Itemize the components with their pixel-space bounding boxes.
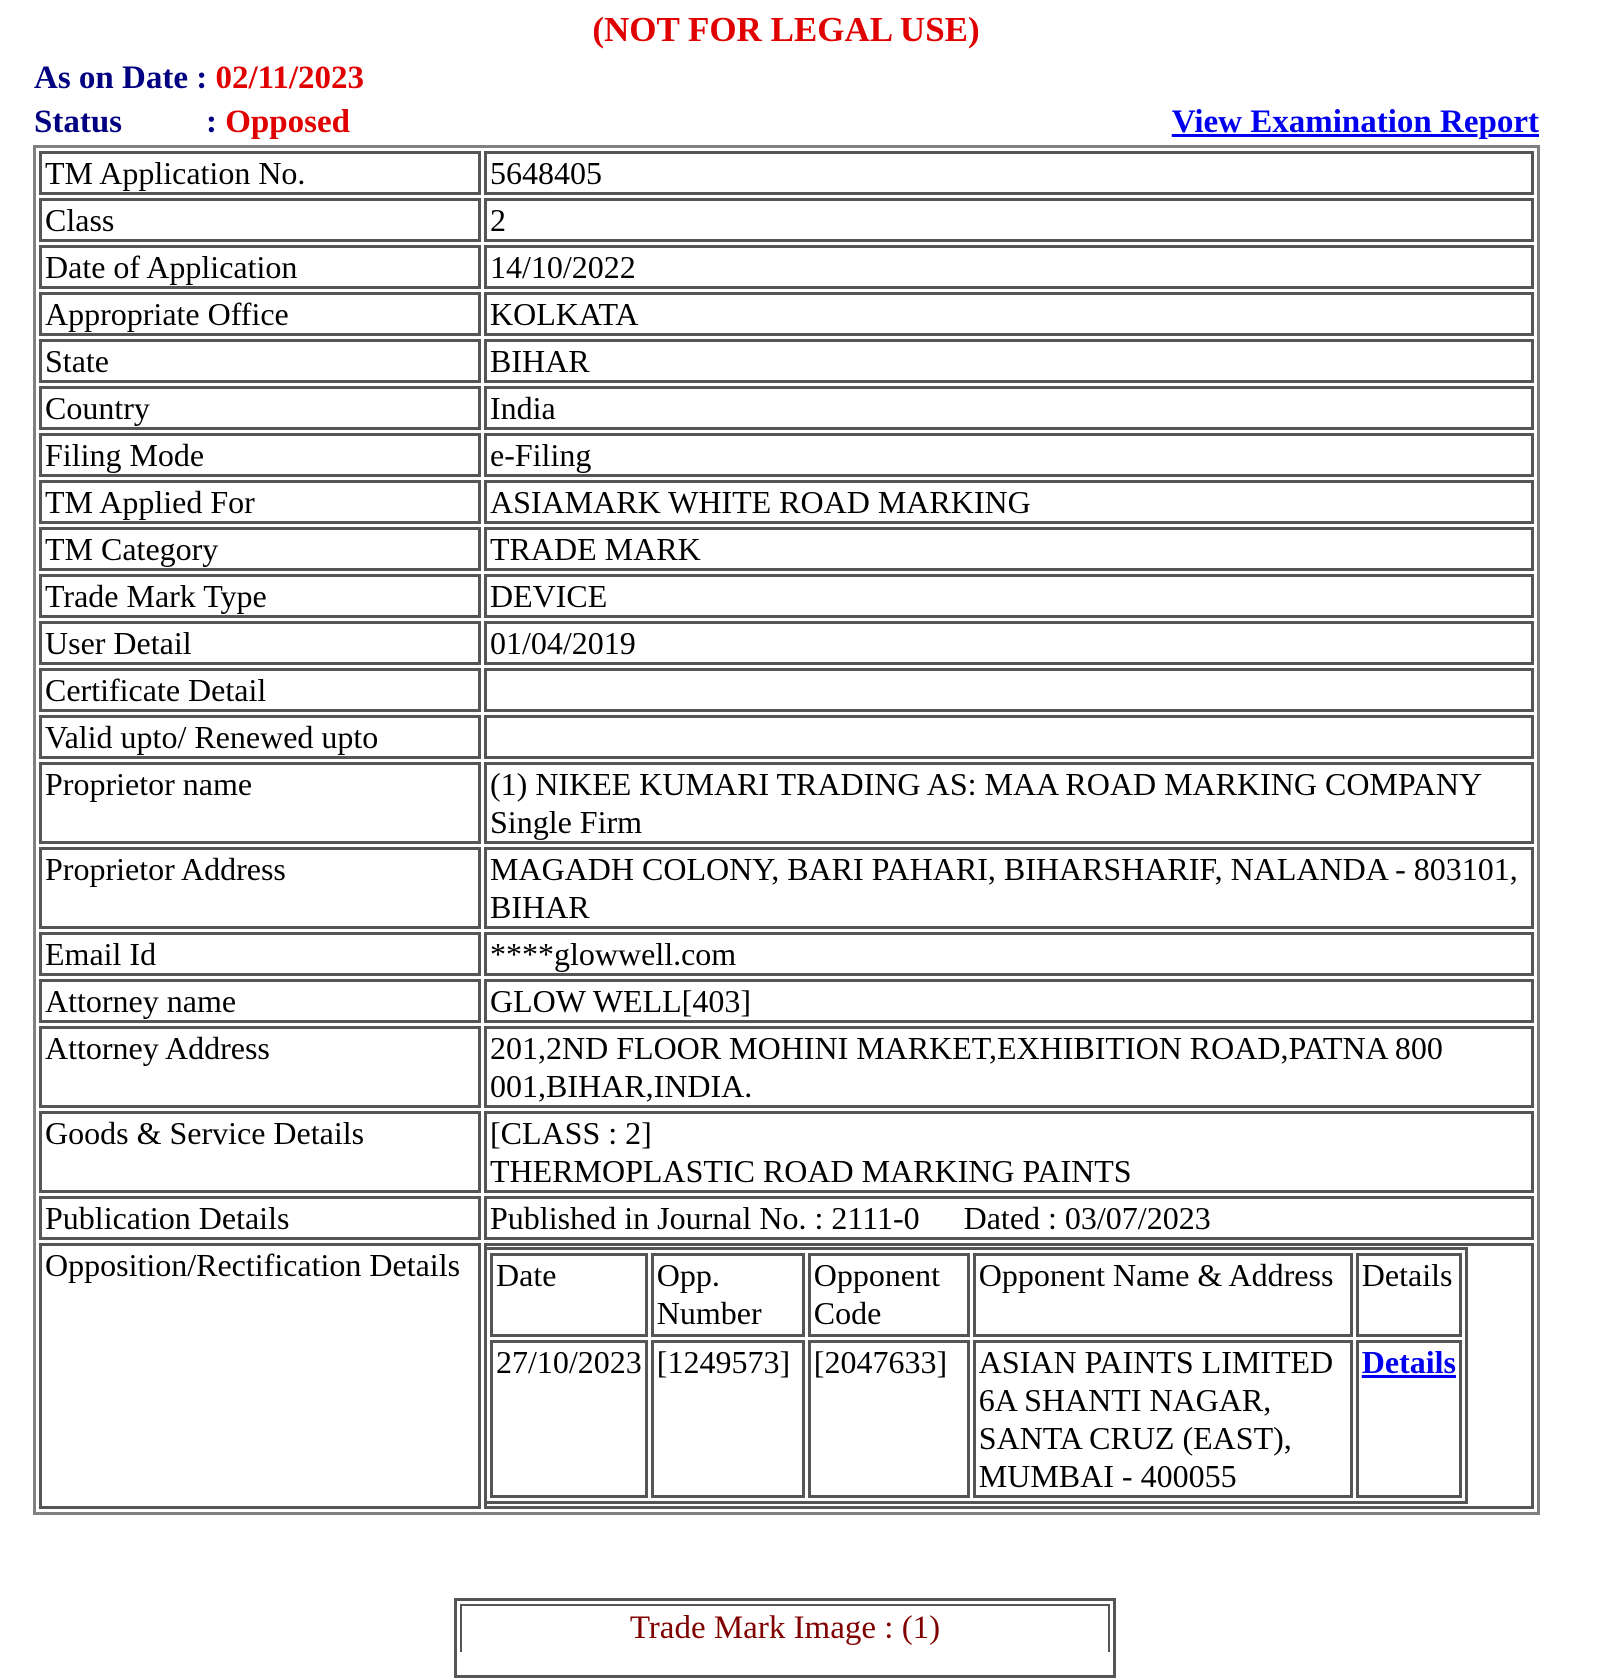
table-row xyxy=(39,480,1534,524)
row-value: e-Filing xyxy=(484,433,1534,477)
opp-number: [1249573] xyxy=(651,1340,805,1498)
as-on-date-label: As on Date : xyxy=(34,60,216,96)
proprietor-type: Single Firm xyxy=(490,804,643,840)
table-row xyxy=(39,574,1534,618)
opposition-header-row xyxy=(490,1253,1462,1337)
row-value: DEVICE xyxy=(484,574,1534,618)
table-row xyxy=(39,433,1534,477)
row-label: TM Application No. xyxy=(39,151,481,195)
status-line xyxy=(34,102,350,142)
opp-address-line: SANTA CRUZ (EAST), xyxy=(978,1420,1292,1456)
row-label: Certificate Detail xyxy=(39,668,481,712)
goods-class: [CLASS : 2] xyxy=(490,1115,652,1151)
table-row xyxy=(39,151,1534,195)
attorney-address-row xyxy=(39,1026,1534,1108)
attorney-name-row xyxy=(39,979,1534,1023)
goods-services-value xyxy=(484,1111,1534,1193)
table-row xyxy=(39,198,1534,242)
row-label: TM Category xyxy=(39,527,481,571)
row-value: BIHAR xyxy=(484,339,1534,383)
attorney-address-label: Attorney Address xyxy=(39,1026,481,1108)
opp-header-details: Details xyxy=(1356,1253,1462,1337)
row-value: 14/10/2022 xyxy=(484,245,1534,289)
opp-name-address xyxy=(973,1340,1353,1498)
row-value: 01/04/2019 xyxy=(484,621,1534,665)
opposition-table xyxy=(484,1247,1468,1504)
row-value: 2 xyxy=(484,198,1534,242)
as-on-date-value: 02/11/2023 xyxy=(215,60,365,96)
proprietor-name-label: Proprietor name xyxy=(39,762,481,844)
goods-services-label: Goods & Service Details xyxy=(39,1111,481,1193)
opp-code: [2047633] xyxy=(808,1340,970,1498)
table-row xyxy=(39,245,1534,289)
row-label: Trade Mark Type xyxy=(39,574,481,618)
row-value: India xyxy=(484,386,1534,430)
goods-services-row xyxy=(39,1111,1534,1193)
row-label: State xyxy=(39,339,481,383)
opp-details-link[interactable]: Details xyxy=(1361,1344,1456,1380)
publication-journal: Published in Journal No. : 2111-0 xyxy=(490,1200,920,1236)
row-value: KOLKATA xyxy=(484,292,1534,336)
opposition-row xyxy=(39,1243,1534,1509)
opp-header-name: Opponent Name & Address xyxy=(973,1253,1353,1337)
publication-dated: Dated : 03/07/2023 xyxy=(963,1200,1211,1236)
row-label: User Detail xyxy=(39,621,481,665)
attorney-name-label: Attorney name xyxy=(39,979,481,1023)
row-value xyxy=(484,715,1534,759)
opposition-value xyxy=(484,1243,1534,1509)
row-label: Filing Mode xyxy=(39,433,481,477)
attorney-name-value: GLOW WELL[403] xyxy=(484,979,1534,1023)
goods-description: THERMOPLASTIC ROAD MARKING PAINTS xyxy=(490,1153,1132,1189)
table-row xyxy=(39,668,1534,712)
proprietor-name-value xyxy=(484,762,1534,844)
email-value: ****glowwell.com xyxy=(484,932,1534,976)
publication-value xyxy=(484,1196,1534,1240)
table-row xyxy=(39,292,1534,336)
opp-name: ASIAN PAINTS LIMITED xyxy=(978,1344,1334,1380)
opp-address-line: 6A SHANTI NAGAR, xyxy=(978,1382,1272,1418)
opp-header-number: Opp. Number xyxy=(651,1253,805,1337)
opp-header-code: Opponent Code xyxy=(808,1253,970,1337)
publication-row xyxy=(39,1196,1534,1240)
trade-mark-image-box xyxy=(454,1598,1116,1678)
opp-details-cell xyxy=(1356,1340,1462,1498)
row-value: TRADE MARK xyxy=(484,527,1534,571)
row-label: Date of Application xyxy=(39,245,481,289)
proprietor-address-row xyxy=(39,847,1534,929)
row-label: Appropriate Office xyxy=(39,292,481,336)
email-row xyxy=(39,932,1534,976)
not-for-legal-use-banner: (NOT FOR LEGAL USE) xyxy=(592,10,980,49)
opposition-label: Opposition/Rectification Details xyxy=(39,1243,481,1509)
attorney-address-value: 201,2ND FLOOR MOHINI MARKET,EXHIBITION ROAD,PATNA 800 001,BIHAR,INDIA. xyxy=(484,1026,1534,1108)
opp-date: 27/10/2023 xyxy=(490,1340,648,1498)
opp-header-date: Date xyxy=(490,1253,648,1337)
row-value xyxy=(484,668,1534,712)
status-separator: : xyxy=(206,104,226,140)
table-row xyxy=(39,715,1534,759)
status-value: Opposed xyxy=(225,104,350,140)
row-label: TM Applied For xyxy=(39,480,481,524)
as-on-date xyxy=(34,58,364,98)
opposition-data-row xyxy=(490,1340,1462,1498)
row-label: Class xyxy=(39,198,481,242)
application-details-table xyxy=(33,145,1540,1515)
status-label: Status xyxy=(34,104,123,140)
proprietor-name: (1) NIKEE KUMARI TRADING AS: MAA ROAD MARKING COMPANY xyxy=(490,766,1483,802)
proprietor-address-label: Proprietor Address xyxy=(39,847,481,929)
publication-label: Publication Details xyxy=(39,1196,481,1240)
row-value: 5648405 xyxy=(484,151,1534,195)
row-label: Country xyxy=(39,386,481,430)
row-value: ASIAMARK WHITE ROAD MARKING xyxy=(484,480,1534,524)
proprietor-address-value: MAGADH COLONY, BARI PAHARI, BIHARSHARIF, NALANDA - 803101, BIHAR xyxy=(484,847,1534,929)
trade-mark-image-caption: Trade Mark Image : (1) xyxy=(460,1604,1110,1652)
table-row xyxy=(39,621,1534,665)
table-row xyxy=(39,386,1534,430)
proprietor-name-row xyxy=(39,762,1534,844)
table-row xyxy=(39,527,1534,571)
table-row xyxy=(39,339,1534,383)
email-label: Email Id xyxy=(39,932,481,976)
view-examination-report-link[interactable]: View Examination Report xyxy=(1171,104,1539,140)
opp-address-line: MUMBAI - 400055 xyxy=(978,1458,1237,1494)
row-label: Valid upto/ Renewed upto xyxy=(39,715,481,759)
